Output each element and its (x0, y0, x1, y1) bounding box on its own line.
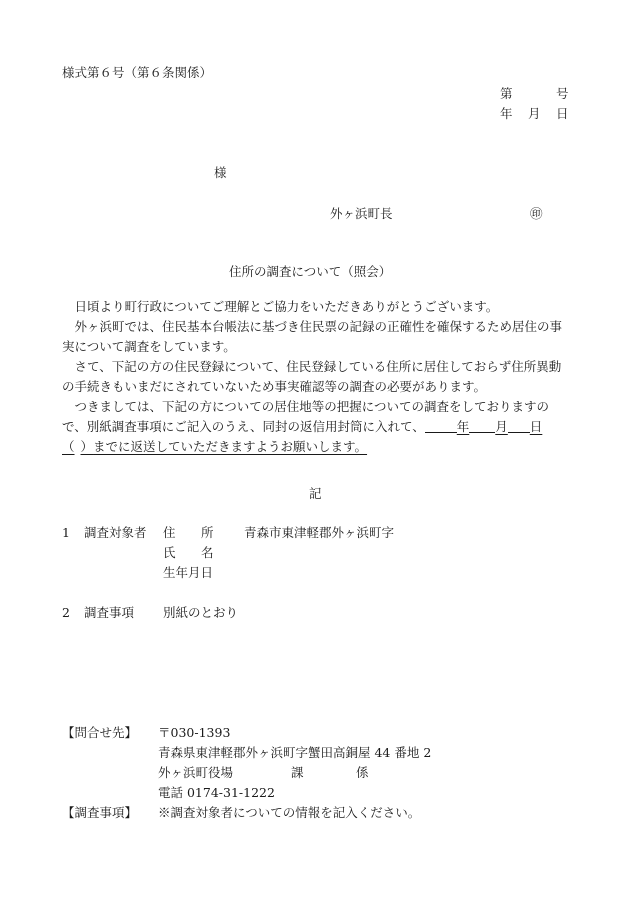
item-2-number: 2 (62, 605, 70, 620)
dob-label: 生年月日 (163, 565, 214, 580)
address-label-1: 住 (163, 525, 176, 540)
contact-label: 【問合せ先】 (62, 725, 138, 740)
name-label-1: 氏 (163, 545, 176, 560)
seal-icon: ㊞ (530, 206, 543, 221)
paragraph-4-text: つきましては、下記の方についての居住地等の把握についての調査をしておりますので、別紙調査事項にご記入のうえ、同封の返信用封筒に入れて、 (62, 399, 550, 434)
deadline-after: までに返送していただきますようお願いします。 (93, 439, 368, 454)
paragraph-4 (62, 397, 568, 457)
sender-title: 外ヶ浜町長 (330, 206, 393, 221)
deadline-year: 年 (456, 419, 470, 434)
month-blank (469, 418, 495, 433)
date-day: 日 (556, 106, 569, 121)
month-blank-tail (508, 418, 530, 433)
item-2-value: 別紙のとおり (163, 605, 239, 620)
address-value: 青森市東津軽郡外ヶ浜町字 (244, 525, 395, 540)
date-year: 年 (500, 106, 513, 121)
item-1-label: 調査対象者 (84, 525, 147, 540)
item-1-number: 1 (62, 525, 70, 540)
document-number-prefix: 第 (500, 86, 513, 101)
note-text: ※調査対象者についての情報を記入ください。 (158, 805, 421, 820)
deadline-day: 日（ (62, 419, 543, 454)
item-2-label: 調査事項 (84, 605, 135, 620)
document-number-suffix: 号 (556, 86, 569, 101)
name-label-2: 名 (201, 545, 214, 560)
note-label: 【調査事項】 (62, 805, 138, 820)
paragraph-1: 日頃より町行政についてご理解とご協力をいただきありがとうございます。 (74, 299, 499, 314)
date-month: 月 (528, 106, 541, 121)
document-title: 住所の調査について（照会） (229, 264, 392, 279)
ki-label: 記 (309, 486, 322, 501)
addressee-honorific: 様 (214, 165, 227, 180)
form-number-label: 様式第６号（第６条関係） (62, 65, 213, 80)
paragraph-3: さて、下記の方の住民登録について、住民登録している住所に居住しておらず住所異動の手続きもいまだにされていないため事実確認等の調査の必要があります。 (62, 359, 562, 394)
paragraph-2: 外ヶ浜町では、住民基本台帳法に基づき住民票の記録の正確性を確保するため居住の事実について調査をしています。 (62, 319, 563, 354)
contact-kakari: 係 (356, 765, 369, 780)
contact-ka: 課 (291, 765, 304, 780)
contact-office: 外ヶ浜町役場 (158, 765, 234, 780)
contact-tel: 電話 0174-31-1222 (158, 785, 275, 800)
year-blank (425, 418, 457, 433)
body-text (62, 297, 568, 457)
contact-address: 青森県東津軽郡外ヶ浜町字蟹田高銅屋 44 番地 2 (158, 745, 432, 760)
contact-postal: 〒030-1393 (158, 725, 231, 740)
deadline-month: 月 (495, 419, 508, 434)
deadline-weekday-close: ） (80, 439, 94, 454)
address-label-2: 所 (201, 525, 214, 540)
